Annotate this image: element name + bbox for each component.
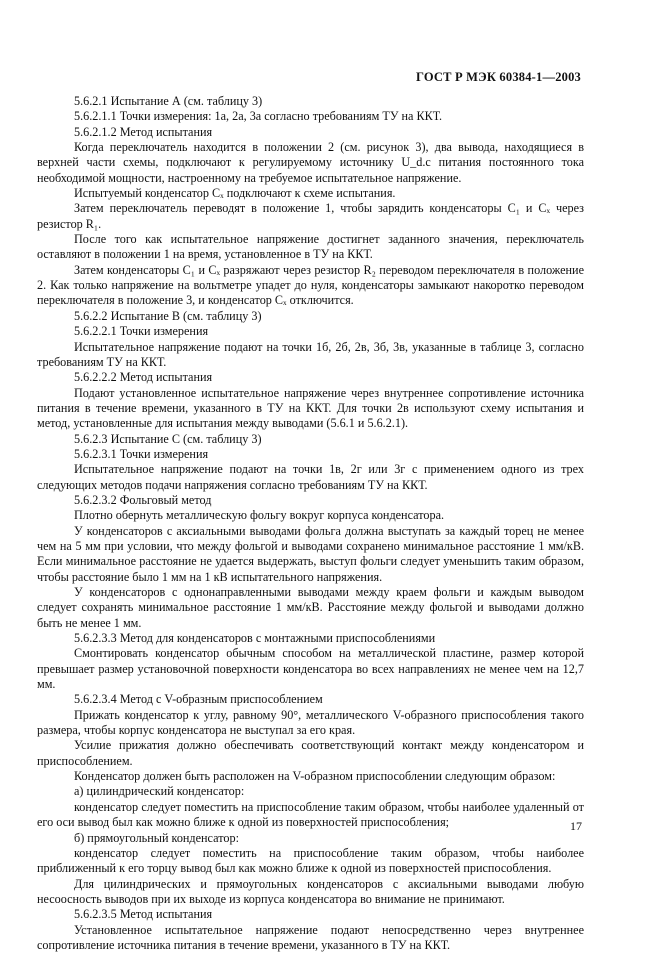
body-paragraph: Затем конденсаторы C₁ и Cₓ разряжают через резистор R₂ переводом переключателя в положение 2. Как только напряжение на вольтметре упадет до нуля, конденсаторы замыкают накоротко переводом переключателя в положение 3, и конденсатор Cₓ отключится. [37, 262, 584, 308]
subsection-heading: 5.6.2.3.1 Точки измерения [74, 446, 209, 461]
body-paragraph: У конденсаторов с однонаправленными выводами между краем фольги и каждым выводом следует сохранять минимальное расстояние 1 мм/кВ. Расстояние между фольгой и выводами должно быть не менее 1 мм. [37, 585, 584, 630]
body-paragraph: Смонтировать конденсатор обычным способом на металлической пластине, размер которой превышает размер установочной поверхности конденсатора во всех направлениях не менее чем на 12,7 мм. [37, 646, 584, 692]
subsection-heading: 5.6.2.3.3 Метод для конденсаторов с монтажными приспособлениями [74, 631, 436, 646]
body-paragraph: Усилие прижатия должно обеспечивать соответствующий контакт между конденсатором и приспособлением. [37, 738, 584, 768]
document-body [37, 94, 584, 953]
body-paragraph: Прижать конденсатор к углу, равному 90°, металлического V-образного приспособления такого размера, чтобы корпус конденсатора не выступал за его края. [37, 707, 584, 738]
section-heading: 5.6.2.1 Испытание А (см. таблицу 3) [74, 94, 263, 108]
subsection-heading: 5.6.2.2.1 Точки измерения [74, 324, 209, 339]
subsection-heading: 5.6.2.2.2 Метод испытания [74, 370, 213, 385]
subsection-heading: 5.6.2.1.2 Метод испытания [74, 124, 213, 139]
body-paragraph: Испытательное напряжение подают на точки 1б, 2б, 2в, 3б, 3в, указанные в таблице 3, согласно требованиям ТУ на ККТ. [37, 339, 584, 369]
document-header: ГОСТ Р МЭК 60384-1—2003 [416, 70, 581, 84]
body-paragraph: конденсатор следует поместить на приспособление таким образом, чтобы наиболее приближенный к его торцу вывод был как можно ближе к одной из поверхностей приспособления. [37, 845, 584, 876]
list-item-label: б) прямоугольный конденсатор: [74, 830, 239, 845]
list-item-label: а) цилиндрический конденсатор: [74, 784, 245, 799]
subsection-heading: 5.6.2.3.4 Метод с V-образным приспособлением [74, 692, 323, 707]
page-number: 17 [570, 819, 582, 833]
body-paragraph: Испытуемый конденсатор Cₓ подключают к схеме испытания. [74, 186, 396, 201]
body-paragraph: Установленное испытательное напряжение подают непосредственно через внутреннее сопротивление источника питания в течение времени, указанного в ТУ на ККТ. [37, 922, 584, 952]
body-paragraph: Плотно обернуть металлическую фольгу вокруг корпуса конденсатора. [74, 508, 445, 523]
subsection-heading: 5.6.2.3.5 Метод испытания [74, 907, 213, 922]
body-paragraph: Когда переключатель находится в положении 2 (см. рисунок 3), два вывода, находящиеся в верхней части схемы, подключают к регулируемому источнику U_d.c питания постоянного тока необходимой мощности, настроенному на требуемое испытательное напряжение. [37, 140, 584, 185]
body-paragraph: Конденсатор должен быть расположен на V-образном приспособлении следующим образом: [74, 769, 556, 784]
section-heading: 5.6.2.2 Испытание В (см. таблицу 3) [74, 308, 262, 323]
subsection-heading: 5.6.2.1.1 Точки измерения: 1а, 2а, 3а согласно требованиям ТУ на ККТ. [74, 109, 443, 124]
section-heading: 5.6.2.3 Испытание С (см. таблицу 3) [74, 431, 262, 446]
body-paragraph: Испытательное напряжение подают на точки 1в, 2г или 3г с применением одного из трех следующих методов подачи напряжения согласно требованиям ТУ на ККТ. [37, 462, 584, 492]
body-paragraph: Подают установленное испытательное напряжение через внутреннее сопротивление источника питания в течение времени, указанного в ТУ на ККТ. Для точки 2в используют схему испытания и метод, установленные для испытания между выводами (5.6.1 и 5.6.2.1). [37, 385, 584, 431]
body-paragraph: Затем переключатель переводят в положение 1, чтобы зарядить конденсаторы C₁ и Cₓ через резистор R₁. [37, 201, 584, 231]
body-paragraph: Для цилиндрических и прямоугольных конденсаторов с аксиальными выводами любую несоосность выводов при их выходе из корпуса конденсатора во внимание не принимают. [37, 876, 584, 906]
subsection-heading: 5.6.2.3.2 Фольговый метод [74, 492, 212, 507]
body-paragraph: После того как испытательное напряжение достигнет заданного значения, переключатель оставляют в положении 1 на время, установленное в ТУ на ККТ. [37, 232, 584, 262]
body-paragraph: У конденсаторов с аксиальными выводами фольга должна выступать за каждый торец не менее чем на 5 мм при условии, что между фольгой и выводами сохранено минимальное расстояние 1 мм/кВ. Если минимальное расстояние не удается выдержать, выступ фольги следует уменьшить таким образом, чтобы расстояние было 1 мм на 1 кВ испытательного напряжения. [37, 523, 584, 584]
body-paragraph: конденсатор следует поместить на приспособление таким образом, чтобы наиболее удаленный от его оси вывод был как можно ближе к одной из поверхностей приспособления; [37, 799, 584, 830]
